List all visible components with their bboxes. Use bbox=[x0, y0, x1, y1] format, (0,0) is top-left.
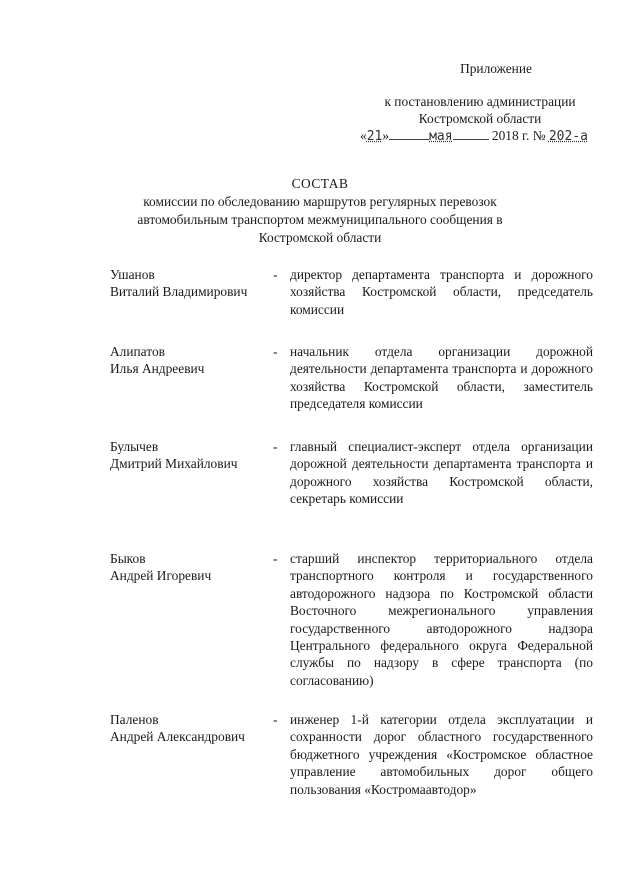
member-surname: Быков bbox=[110, 551, 146, 566]
member-role: начальник отдела организации дорожной деятельности департамента транспорта и дорожного хозяйства Костромской области, заместитель председателя комиссии bbox=[290, 344, 593, 412]
resolution-date bbox=[338, 127, 610, 145]
member-given-names: Дмитрий Михайлович bbox=[110, 456, 238, 472]
date-year: 2018 г. № bbox=[491, 128, 546, 143]
resolution-number: 202-а bbox=[548, 129, 588, 144]
date-day: 21 bbox=[366, 129, 383, 144]
member-name bbox=[110, 550, 275, 585]
date-open-quote: « bbox=[360, 128, 367, 143]
title-line-1: комиссии по обследованию маршрутов регулярных перевозок bbox=[143, 194, 497, 209]
member-surname: Булычев bbox=[110, 439, 159, 454]
member-dash: - bbox=[273, 712, 278, 727]
member-given-names: Виталий Владимирович bbox=[110, 284, 248, 300]
member-dash: - bbox=[273, 551, 278, 566]
member-surname: Ушанов bbox=[110, 267, 155, 282]
document-title: СОСТАВ bbox=[291, 176, 349, 191]
date-blank-2 bbox=[453, 128, 489, 140]
member-surname: Алипатов bbox=[110, 344, 165, 359]
member-given-names: Андрей Игоревич bbox=[110, 568, 212, 584]
member-role: директор департамента транспорта и дорожного хозяйства Костромской области, председатель комиссии bbox=[290, 267, 593, 317]
date-blank-1 bbox=[389, 128, 429, 140]
date-close-quote: » bbox=[382, 128, 390, 143]
member-dash: - bbox=[273, 439, 278, 454]
member-name bbox=[110, 711, 275, 746]
resolution-reference: к постановлению администрации bbox=[384, 94, 576, 109]
date-month: мая bbox=[429, 129, 453, 144]
member-dash: - bbox=[273, 344, 278, 359]
member-role: инженер 1-й категории отдела эксплуатации и сохранности дорог областного государственного бюджетного учреждения «Костромское областное управление автомобильных дорог общего пользования «Костромаавтодор» bbox=[290, 712, 593, 797]
member-surname: Паленов bbox=[110, 712, 159, 727]
region-name: Костромской области bbox=[418, 111, 542, 126]
member-name bbox=[110, 343, 275, 378]
member-given-names: Андрей Александрович bbox=[110, 729, 245, 745]
member-role: главный специалист-эксперт отдела организации дорожной деятельности департамента транспорта и дорожного хозяйства Костромской области, секретарь комиссии bbox=[290, 439, 593, 507]
appendix-label: Приложение bbox=[460, 61, 532, 76]
member-name bbox=[110, 266, 275, 301]
member-given-names: Илья Андреевич bbox=[110, 361, 205, 377]
member-name bbox=[110, 438, 275, 473]
title-line-3: Костромской области bbox=[258, 230, 382, 245]
member-dash: - bbox=[273, 267, 278, 282]
member-role: старший инспектор территориального отдела транспортного контроля и государственного автодорожного надзора по Костромской области Восточного межрегионального управления государственного автодорожного надзора Центрального федерального округа Федеральной службы по надзору в сфере транспорта (по согласованию) bbox=[290, 551, 593, 688]
title-line-2: автомобильным транспортом межмуниципального сообщения в bbox=[137, 212, 503, 227]
